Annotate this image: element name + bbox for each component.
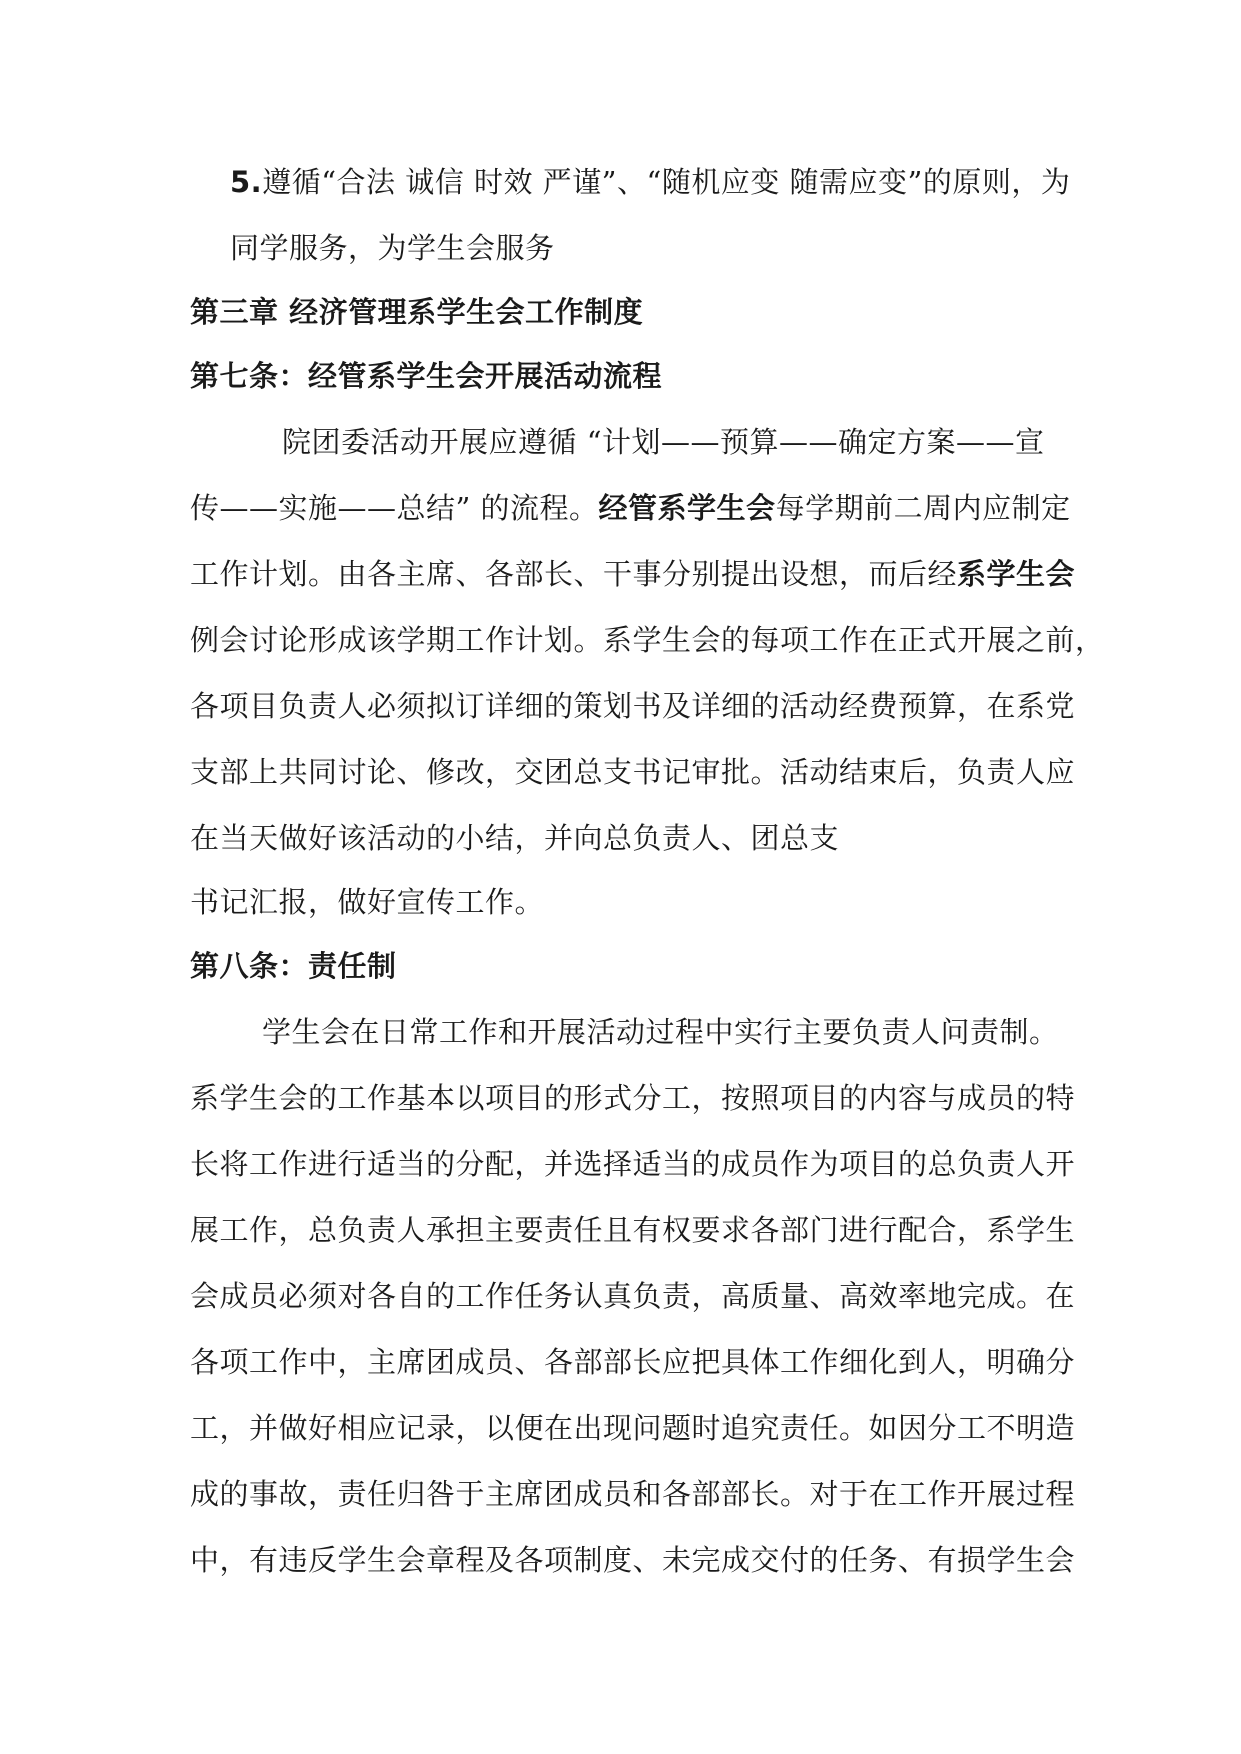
article-7-line-8: 书记汇报，做好宣传工作。 [190, 885, 545, 919]
item-5-line-1 [230, 162, 1070, 202]
article-7-line-5: 各项目负责人必须拟订详细的策划书及详细的活动经费预算，在系党 [190, 689, 1076, 723]
article-8-line-8: 成的事故，责任归咎于主席团成员和各部部长。对于在工作开展过程 [190, 1477, 1076, 1511]
article-8-line-7: 工，并做好相应记录，以便在出现问题时追究责任。如因分工不明造 [190, 1411, 1076, 1445]
item-5-text-1: 遵循“合法 诚信 时效 严谨”、“随机应变 随需应变”的原则，为 [262, 165, 1071, 199]
article-7-line-2-a: 传——实施——总结” 的流程。 [190, 491, 599, 525]
chapter-3-title: 第三章 经济管理系学生会工作制度 [190, 295, 644, 329]
article-7-line-6: 支部上共同讨论、修改，交团总支书记审批。活动结束后，负责人应 [190, 755, 1076, 789]
article-8-title: 第八条：责任制 [190, 949, 397, 983]
item-5-line-2: 同学服务，为学生会服务 [230, 231, 555, 265]
article-8-line-5: 会成员必须对各自的工作任务认真负责，高质量、高效率地完成。在 [190, 1279, 1076, 1313]
item-5-number: 5. [230, 165, 263, 199]
article-7-line-2-bold: 经管系学生会 [598, 491, 776, 525]
article-8-line-3: 长将工作进行适当的分配，并选择适当的成员作为项目的总负责人开 [190, 1147, 1076, 1181]
article-7-line-1: 院团委活动开展应遵循 “计划——预算——确定方案——宣 [282, 425, 1045, 459]
article-7-line-3-bold: 系学生会 [957, 557, 1076, 591]
article-7-title: 第七条：经管系学生会开展活动流程 [190, 359, 663, 393]
article-8-line-9: 中，有违反学生会章程及各项制度、未完成交付的任务、有损学生会 [190, 1543, 1076, 1577]
article-8-line-6: 各项工作中，主席团成员、各部部长应把具体工作细化到人，明确分 [190, 1345, 1076, 1379]
article-7-line-4: 例会讨论形成该学期工作计划。系学生会的每项工作在正式开展之前， [190, 623, 1105, 657]
article-7-line-7: 在当天做好该活动的小结，并向总负责人、团总支 [190, 821, 840, 855]
article-8-line-4: 展工作，总负责人承担主要责任且有权要求各部门进行配合，系学生 [190, 1213, 1076, 1247]
article-7-line-3-a: 工作计划。由各主席、各部长、干事分别提出设想，而后经 [190, 557, 958, 591]
article-7-line-2 [190, 488, 1071, 528]
article-7-line-2-c: 每学期前二周内应制定 [775, 491, 1071, 525]
article-7-line-3 [190, 554, 1075, 594]
article-8-line-1: 学生会在日常工作和开展活动过程中实行主要负责人问责制。 [262, 1015, 1059, 1049]
article-8-line-2: 系学生会的工作基本以项目的形式分工，按照项目的内容与成员的特 [190, 1081, 1076, 1115]
